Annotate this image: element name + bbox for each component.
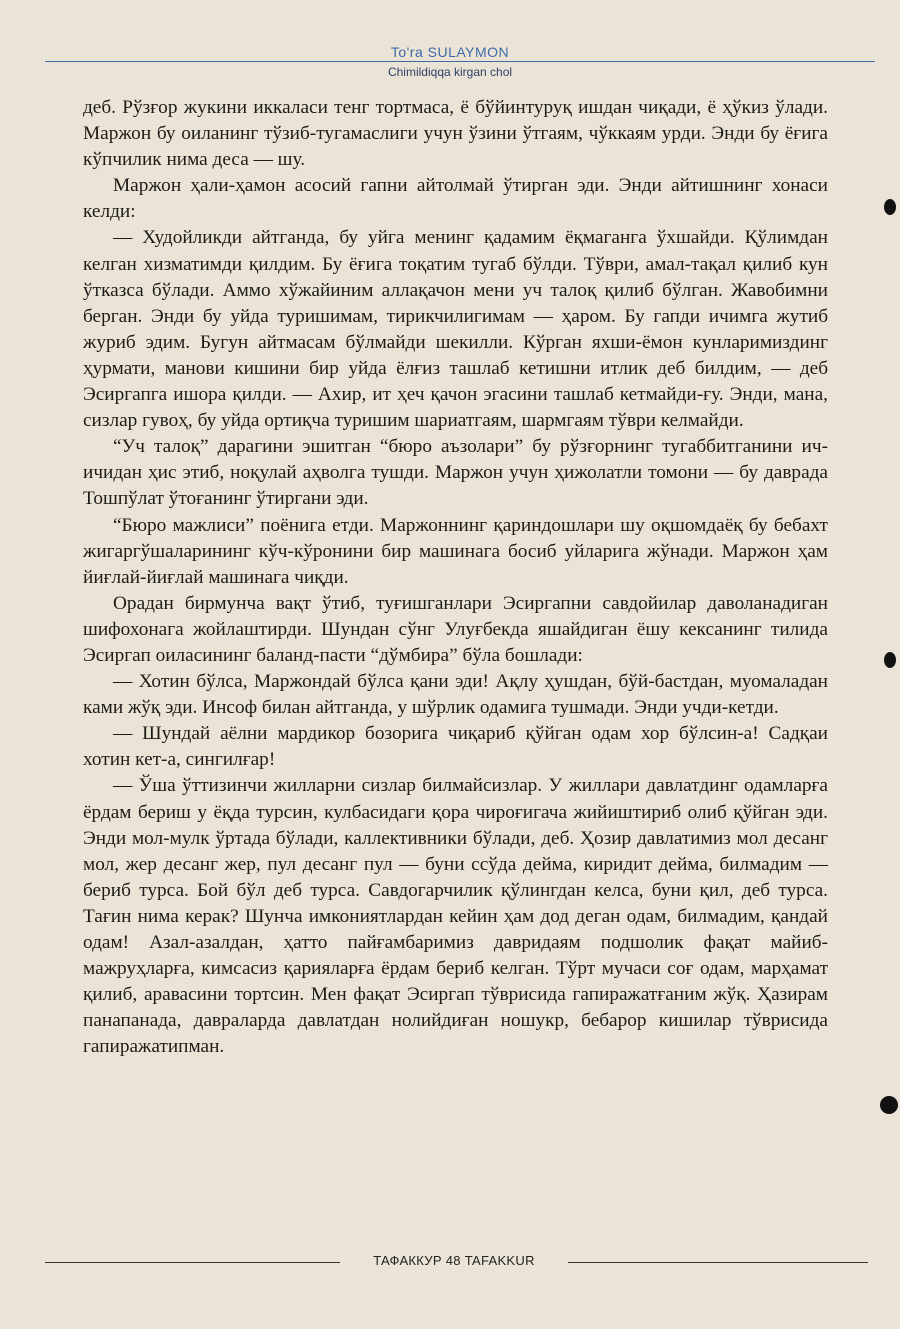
footer-page-label: ТАФАККУР 48 TAFAKKUR [373, 1253, 535, 1268]
header-author: To'ra SULAYMON [390, 44, 510, 60]
footer-divider-right [568, 1262, 868, 1263]
punch-hole [884, 199, 896, 215]
footer-divider-left [45, 1262, 340, 1263]
paragraph: Орадан бирмунча вақт ўтиб, туғишганлари Эсиргапни савдойилар даволанадиган шифохонага жойлаштирди. Шундан сўнг Улуғбекда яшайдиган ёшу кексанинг тилида Эсиргап оиласининг баланд-пасти “дўмбира” бўла бошлади: [83, 592, 828, 666]
header-title: Chimildiqqa kirgan chol [387, 65, 513, 79]
paragraph: — Худойликди айтганда, бу уйга менинг қадамим ёқмаганга ўхшайди. Қўлимдан келган хизматимди қилдим. Бу ёғига тоқатим тугаб бўлди. Тўври, амал-тақал қилиб кун ўтказса бўлади. Аммо хўжайиним аллақачон мени уч талоқ қилиб бўлган. Жавобимни берган. Энди бу уйда туришимам, тирикчилигимам — ҳаром. Бу гапди ичимга жутиб журиб эдим. Бугун айтмасам бўлмайди шекилли. Кўрган яхши-ёмон кунларимиздинг ҳурмати, манови кишини бир уйда ёлғиз ташлаб кетишни итлик деб билдим, — деб Эсиргапга ишора қилди. — Ахир, ит ҳеч қачон эгасини ташлаб кетмайди-ғу. Энди, мана, сизлар гувоҳ, бу уйда ортиқча туришим шариатгаям, шармгаям тўври келмайди. [83, 227, 828, 432]
paragraph: — Шундай аёлни мардикор бозорига чиқариб қўйган одам хор бўлсин-а! Садқаи хотин кет-а, сингилғар! [83, 723, 828, 771]
header-divider [45, 61, 875, 62]
body-text [83, 95, 828, 1060]
paragraph: “Бюро мажлиси” поёнига етди. Маржоннинг қариндошлари шу оқшомдаёқ бу бебахт жигаргўшаларининг кўч-кўронини бир машинага босиб уйларига жўнади. Маржон ҳам йиғлай-йиғлай машинага чиқди. [83, 514, 828, 588]
paragraph: — Хотин бўлса, Маржондай бўлса қани эди! Ақлу ҳушдан, бўй-бастдан, муомаладан ками жўқ эди. Инсоф билан айтганда, у шўрлик одамига тушмади. Энди учди-кетди. [83, 671, 828, 719]
paragraph: — Ўша ўттизинчи жилларни сизлар билмайсизлар. У жиллари давлатдинг одамларға ёрдам бериш у ёқда турсин, кулбасидаги қора чироғигача жийиштириб олиб қўйган эди. Энди мол-мулк ўртада бўлади, каллективники бўлади, деб. Ҳозир давлатимиз мол десанг мол, жер десанг жер, пул десанг пул — буни ссўда дейма, киридит дейма, билмадим — бериб турса. Бой бўл деб турса. Савдогарчилик қўлингдан келса, буни қил, деб турса. Тағин нима керак? Шунча имкониятлардан кейин ҳам дод деган одам, билмадим, қандай одам! Азал-азалдан, ҳатто пайғамбаримиз давридаям подшолик фақат майиб-мажруҳларға, кимсасиз қарияларға ёрдам бериб келган. Тўрт мучаси соғ одам, марҳамат қилиб, аравасини тортсин. Мен фақат Эсиргап тўврисида гапиражатғаним жўқ. Ҳазирам панапанада, давраларда давлатдан нолийдиған ношукр, бебарор кишилар тўврисида гапиражатипман. [83, 775, 828, 1058]
punch-hole [880, 1096, 898, 1114]
paragraph: деб. Рўзғор жукини иккаласи тенг тортмаса, ё бўйинтуруқ ишдан чиқади, ё ҳўкиз ўлади. Маржон бу оиланинг тўзиб-тугамаслиги учун ўзини ўтгаям, чўккаям урди. Энди бу ёғига кўпчилик нима деса — шу. [83, 97, 828, 171]
punch-hole [884, 652, 896, 668]
page-footer [0, 1253, 900, 1273]
paragraph: Маржон ҳали-ҳамон асосий гапни айтолмай ўтирган эди. Энди айтишнинг хонаси келди: [83, 175, 828, 223]
paragraph: “Уч талоқ” дарагини эшитган “бюро аъзолари” бу рўзғорнинг тугаббитганини ич-ичидан ҳис этиб, ноқулай аҳволга тушди. Маржон учун ҳижолатли томони — бу даврада Тошпўлат ўтоғанинг ўтиргани эди. [83, 436, 828, 510]
